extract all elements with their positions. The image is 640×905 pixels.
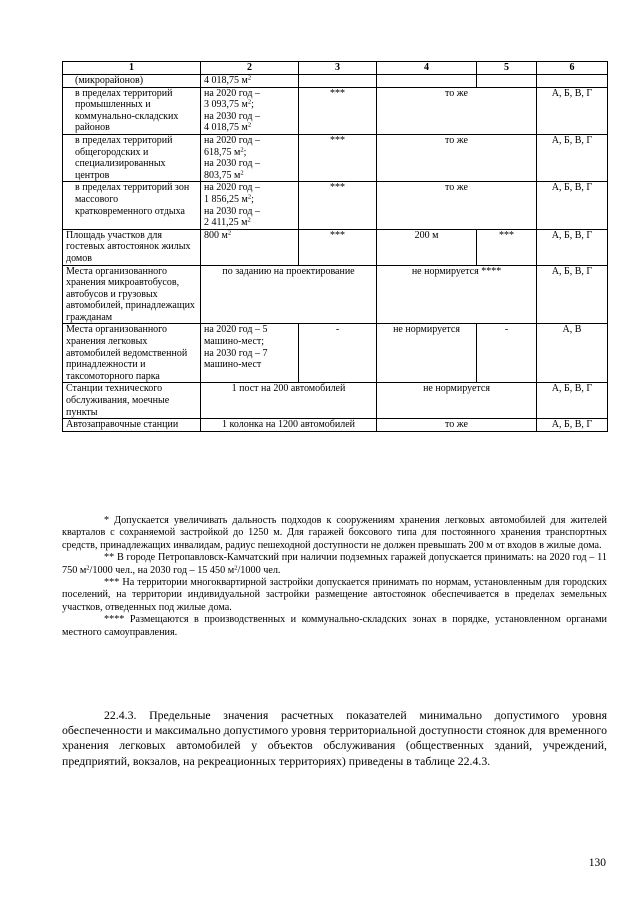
row-label: в пределах территорий зон массового кратковременного отдыха — [63, 182, 201, 229]
row-label: Места организованного хранения микроавтобусов, автобусов и грузовых автомобилей, принадлежащих гражданам — [63, 265, 201, 324]
table-cell: то же — [377, 134, 537, 181]
footnotes — [62, 515, 607, 639]
table-cell: на 2020 год – 5 машино-мест; на 2030 год – 7 машино-мест — [201, 324, 299, 383]
table-cell: - — [299, 324, 377, 383]
table-row — [63, 75, 608, 88]
table-cell: А, Б, В, Г — [537, 383, 608, 419]
table-cell: 1 колонка на 1200 автомобилей — [201, 419, 377, 432]
table-cell: на 2020 год – 3 093,75 $м^2$; на 2030 год – 4 018,75 $м^2$ — [201, 87, 299, 134]
norms-table — [62, 61, 608, 432]
header-cell: 2 — [201, 62, 299, 75]
row-label: Места организованного хранения легковых автомобилей ведомственной принадлежности и таксомоторного парка — [63, 324, 201, 383]
table-cell: А, Б, В, Г — [537, 87, 608, 134]
table-cell: *** — [299, 182, 377, 229]
footnote-4: **** Размещаются в производственных и коммунально-складских зонах в порядке, установленном органами местного самоуправления. — [62, 614, 607, 638]
header-cell: 5 — [477, 62, 537, 75]
header-cell: 4 — [377, 62, 477, 75]
table-cell: А, Б, В, Г — [537, 419, 608, 432]
row-label: в пределах территорий промышленных и коммунально-складских районов — [63, 87, 201, 134]
table-cell: на 2020 год – 1 856,25 $м^2$; на 2030 год – 2 411,25 $м^2$ — [201, 182, 299, 229]
table-cell: *** — [299, 229, 377, 265]
table-cell: не нормируется — [377, 383, 537, 419]
table-cell: А, Б, В, Г — [537, 182, 608, 229]
row-label: Автозаправочные станции — [63, 419, 201, 432]
table-row — [63, 87, 608, 134]
norms-table-container — [62, 61, 607, 432]
table-cell: то же — [377, 182, 537, 229]
table-row — [63, 182, 608, 229]
table-cell: 200 м — [377, 229, 477, 265]
header-cell: 1 — [63, 62, 201, 75]
footnote-3: *** На территории многоквартирной застройки допускается принимать по нормам, установленным для городских поселений, на территории индивидуальной застройки размещение автостоянок обеспечивается в пределах земельных участков, отведенных под жилые дома. — [62, 577, 607, 613]
row-label: (микрорайонов) — [63, 75, 201, 88]
table-cell: на 2020 год – 618,75 $м^2$; на 2030 год – 803,75 $м^2$ — [201, 134, 299, 181]
table-cell: не нормируется — [377, 324, 477, 383]
table-cell: 4 018,75 $м^2$ — [201, 75, 299, 88]
table-row — [63, 134, 608, 181]
table-cell: А, Б, В, Г — [537, 134, 608, 181]
row-label: Площадь участков для гостевых автостоянок жилых домов — [63, 229, 201, 265]
table-header-row — [63, 62, 608, 75]
table-cell: 800 $м^2$ — [201, 229, 299, 265]
table-cell: по заданию на проектирование — [201, 265, 377, 324]
section-paragraph: 22.4.3. Предельные значения расчетных показателей минимально допустимого уровня обеспеченности и максимально допустимого уровня территориальной доступности стоянок для временного хранения легковых автомобилей у объектов обслуживания (общественных зданий, учреждений, предприятий, вокзалов, на рекреационных территориях) приведены в таблице 22.4.3. — [62, 708, 607, 768]
table-cell: А, В — [537, 324, 608, 383]
table-cell — [477, 75, 537, 88]
page-number: 130 — [588, 857, 606, 869]
table-cell: - — [477, 324, 537, 383]
table-cell: то же — [377, 419, 537, 432]
table-row — [63, 383, 608, 419]
table-row — [63, 419, 608, 432]
footnote-2: ** В городе Петропавловск-Камчатский при наличии подземных гаражей допускается принимать: на 2020 год – 11 750 $м^2/1000$ чел., на 2030 год – 15 450 $м^2/1000$ чел. — [62, 552, 607, 576]
footnote-1: * Допускается увеличивать дальность подходов к сооружениям хранения легковых автомобилей для жителей кварталов с сохраняемой застройкой до 1250 м. Для гаражей боксового типа для постоянного хранения транспортных средств, принадлежащих инвалидам, радиус пешеходной доступности не должен превышать 200 м от входов в жилые дома. — [62, 515, 607, 551]
table-cell: то же — [377, 87, 537, 134]
table-cell: А, Б, В, Г — [537, 229, 608, 265]
header-cell: 6 — [537, 62, 608, 75]
table-cell: не нормируется **** — [377, 265, 537, 324]
table-row — [63, 265, 608, 324]
row-label: Станции технического обслуживания, моечные пункты — [63, 383, 201, 419]
table-cell: *** — [477, 229, 537, 265]
table-cell: 1 пост на 200 автомобилей — [201, 383, 377, 419]
table-cell — [377, 75, 477, 88]
table-cell: *** — [299, 87, 377, 134]
header-cell: 3 — [299, 62, 377, 75]
row-label: в пределах территорий общегородских и специализированных центров — [63, 134, 201, 181]
table-cell — [537, 75, 608, 88]
table-cell: *** — [299, 134, 377, 181]
table-cell — [299, 75, 377, 88]
table-row — [63, 324, 608, 383]
table-row — [63, 229, 608, 265]
table-cell: А, Б, В, Г — [537, 265, 608, 324]
